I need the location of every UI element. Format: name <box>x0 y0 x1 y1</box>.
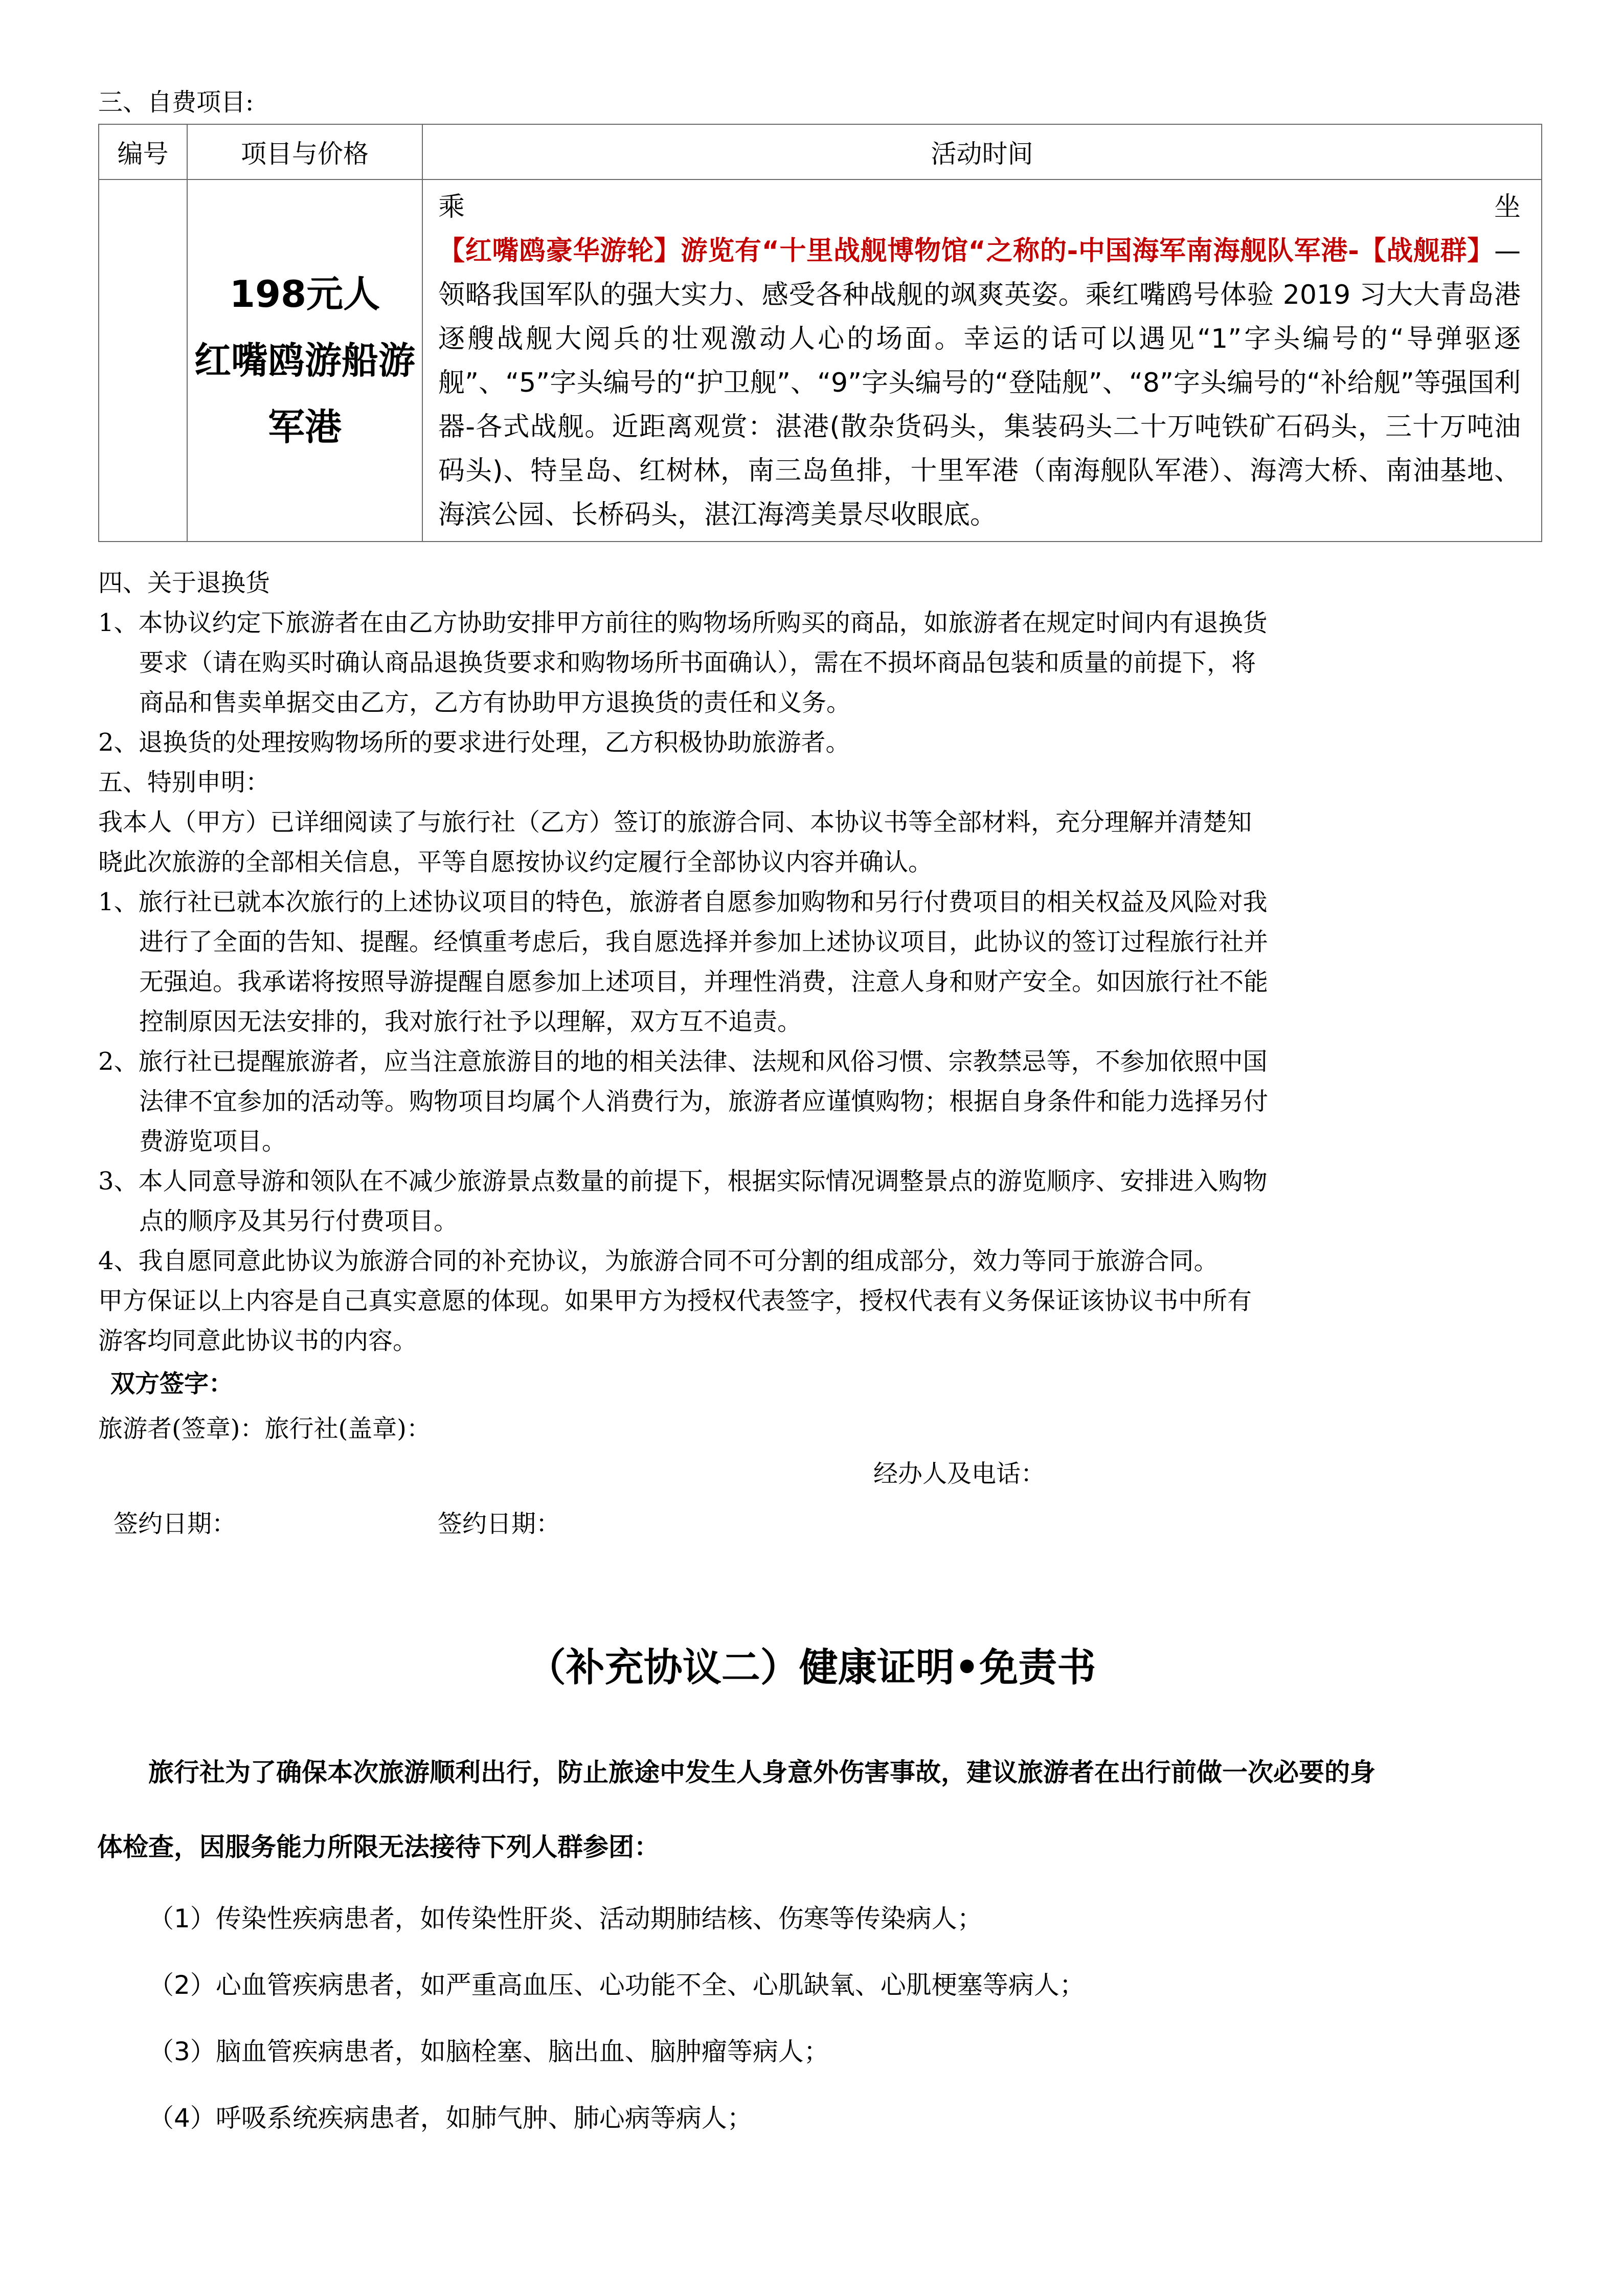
section5-p1-line4: 控制原因无法安排的，我对旅行社予以理解，双方互不追责。 <box>139 1007 802 1036</box>
desc-rest: —领略我国军队的强大实力、感受各种战舰的飒爽英姿。乘红嘴鸥号体验 2019 习大大青岛港逐艘战舰大阅兵的壮观激动人心的场面。幸运的话可以遇见“1”字头编号的“导弹驱逐舰”、“5”字头编号的“护卫舰”、“9”字头编号的“登陆舰”、“8”字头编号的“补给舰”等强国利器-各式战舰。近距离观赏：湛港(散杂货码头，集装码头二十万吨铁矿石码头，三十万吨油码头)、特呈岛、红树林，南三岛鱼排，十里军港（南海舰队军港）、海湾大桥、南油基地、海滨公园、长桥码头，湛江海湾美景尽收眼底。 <box>438 236 1521 530</box>
section5-p1-line1: 1、旅行社已就本次旅行的上述协议项目的特色，旅游者自愿参加购物和另行付费项目的相关权益及风险对我 <box>98 888 1268 916</box>
signature-heading: 双方签字： <box>110 1369 234 1398</box>
excluded-group-item-2: （2）心血管疾病患者，如严重高血压、心功能不全、心肌缺氧、心肌梗塞等病人； <box>148 1970 1085 2000</box>
sign-date-agency: 签约日期： <box>438 1510 561 1538</box>
section5-p1-line2: 进行了全面的告知、提醒。经慎重考虑后，我自愿选择并参加上述协议项目，此协议的签订过程旅行社并 <box>139 928 1269 956</box>
section5-p2-line2: 法律不宜参加的活动等。购物项目均属个人消费行为，旅游者应谨慎购物；根据自身条件和能力选择另付 <box>139 1087 1269 1116</box>
signature-parties: 旅游者(签章)：旅行社(盖章)： <box>98 1414 431 1443</box>
price-value: 198元人 <box>229 273 380 316</box>
table-header-row <box>99 124 1542 179</box>
section3-heading: 三、自费项目: <box>98 88 254 117</box>
col-header-activity-time: 活动时间 <box>422 124 1542 179</box>
col-header-project-price: 项目与价格 <box>187 124 422 179</box>
project-name-line1: 红嘴鸥游船游 <box>194 339 415 382</box>
section5-intro-line1: 我本人（甲方）已详细阅读了与旅行社（乙方）签订的旅游合同、本协议书等全部材料，充分理解并清楚知 <box>98 808 1252 837</box>
sign-date-tourist: 签约日期： <box>114 1510 237 1538</box>
section5-guarantee-line2: 游客均同意此协议书的内容。 <box>98 1326 418 1355</box>
cell-project-price <box>187 179 422 542</box>
col-header-number: 编号 <box>99 124 187 179</box>
agreement2-intro-line2: 体检查，因服务能力所限无法接待下列人群参团： <box>97 1832 660 1862</box>
section4-item1-line3: 商品和售卖单据交由乙方，乙方有协助甲方退换货的责任和义务。 <box>139 688 851 717</box>
desc-prefix: 乘坐 <box>438 192 1521 222</box>
section5-p4: 4、我自愿同意此协议为旅游合同的补充协议，为旅游合同不可分割的组成部分，效力等同于旅游合同。 <box>98 1247 1219 1275</box>
section5-p2-line1: 2、旅行社已提醒旅游者，应当注意旅游目的地的相关法律、法规和风俗习惯、宗教禁忌等，不参加依照中国 <box>98 1047 1268 1076</box>
section4-item1-line2: 要求（请在购买时确认商品退换货要求和购物场所书面确认），需在不损坏商品包装和质量的前提下，将 <box>139 648 1256 677</box>
table-row <box>99 179 1542 542</box>
section5-heading: 五、特别申明： <box>98 768 270 797</box>
section5-intro-line2: 晓此次旅游的全部相关信息，平等自愿按协议约定履行全部协议内容并确认。 <box>98 848 933 876</box>
agent-contact-label: 经办人及电话： <box>873 1459 1046 1488</box>
section4-item2: 2、退换货的处理按购物场所的要求进行处理，乙方积极协助旅游者。 <box>98 728 850 757</box>
excluded-group-item-1: （1）传染性疾病患者，如传染性肝炎、活动期肺结核、伤寒等传染病人； <box>148 1904 983 1933</box>
section5-p1-line3: 无强迫。我承诺将按照导游提醒自愿参加上述项目，并理性消费，注意人身和财产安全。如因旅行社不能 <box>139 967 1269 996</box>
section4-heading: 四、关于退换货 <box>98 569 270 597</box>
section5-p3-line2: 点的顺序及其另行付费项目。 <box>139 1207 459 1235</box>
agreement2-title: （补充协议二）健康证明•免责书 <box>527 1645 1096 1690</box>
section5-guarantee-line1: 甲方保证以上内容是自己真实意愿的体现。如果甲方为授权代表签字，授权代表有义务保证该协议书中所有 <box>98 1287 1252 1315</box>
project-name-line2: 军港 <box>267 406 342 448</box>
self-pay-project-table <box>98 124 1542 542</box>
section5-p3-line1: 3、本人同意导游和领队在不减少旅游景点数量的前提下，根据实际情况调整景点的游览顺序、安排进入购物 <box>98 1167 1268 1196</box>
agreement2-intro-line1: 旅行社为了确保本次旅游顺利出行，防止旅途中发生人身意外伤害事故，建议旅游者在出行前做一次必要的身 <box>148 1758 1376 1787</box>
cell-activity-description <box>422 179 1542 542</box>
cell-number <box>99 179 187 542</box>
excluded-group-item-4: （4）呼吸系统疾病患者，如肺气肿、肺心病等病人； <box>148 2103 753 2133</box>
desc-highlight: 【红嘴鸥豪华游轮】游览有“十里战舰博物馆“之称的-中国海军南海舰队军港-【战舰群】 <box>438 236 1494 266</box>
section5-p2-line3: 费游览项目。 <box>139 1127 287 1156</box>
section4-item1-line1: 1、本协议约定下旅游者在由乙方协助安排甲方前往的购物场所购买的商品，如旅游者在规定时间内有退换货 <box>98 609 1268 637</box>
excluded-group-item-3: （3）脑血管疾病患者，如脑栓塞、脑出血、脑肿瘤等病人； <box>148 2037 829 2066</box>
